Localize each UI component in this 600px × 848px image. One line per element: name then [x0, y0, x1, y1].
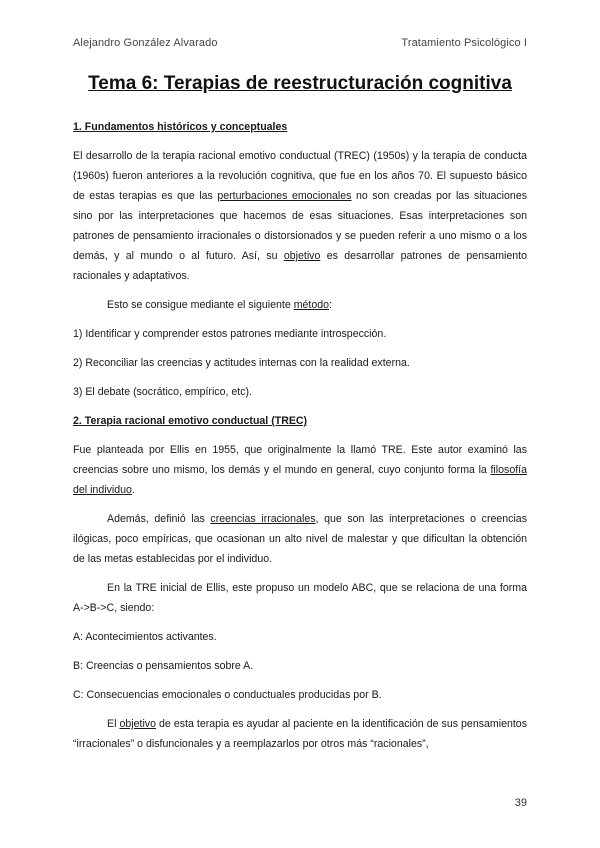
list-item: 1) Identificar y comprender estos patrones mediante introspección.	[73, 328, 387, 340]
section-heading-2: 2. Terapia racional emotivo conductual (TREC)	[73, 415, 308, 427]
text-run: es desarrollar patrones de pensamiento racionales y adaptativos.	[73, 250, 528, 282]
text-run: , que son las interpretaciones o creencias ilógicas, poco empíricas, que ocasionan un alto nivel de malestar y que dificultan la obtención de las metas establecidas por el individuo.	[73, 513, 527, 565]
paragraph-abc-model: En la TRE inicial de Ellis, este propuso un modelo ABC, que se relaciona de una forma A->B->C, siendo:	[73, 582, 527, 614]
paragraph-objetivo	[73, 714, 527, 754]
list-item: A: Acontecimientos activantes.	[73, 631, 217, 643]
text-run: .	[131, 484, 135, 496]
running-header	[73, 37, 527, 49]
underlined-term: método	[293, 299, 330, 311]
header-author: Alejandro González Alvarado	[73, 37, 218, 49]
text-run: Además, definió las	[107, 513, 211, 525]
underlined-term: objetivo	[119, 718, 156, 730]
list-item: C: Consecuencias emocionales o conductuales producidas por B.	[73, 689, 382, 701]
page-title: Tema 6: Terapias de reestructuración cognitiva	[88, 73, 512, 94]
underlined-term: objetivo	[283, 250, 321, 262]
section-heading-1: 1. Fundamentos históricos y conceptuales	[73, 121, 288, 133]
paragraph-ellis	[73, 440, 527, 500]
text-run: no son creadas por las situaciones sino por las interpretaciones que hacemos de esas situaciones. Esas interpretaciones son patrones de pensamiento irracionales o distorsionados y se pueden referir a uno mismo o a los demás, y al mundo o al futuro. Así, su	[73, 190, 528, 262]
paragraph-creencias	[73, 509, 527, 569]
list-item: 3) El debate (socrático, empírico, etc).	[73, 386, 252, 398]
text-run: :	[329, 299, 332, 311]
underlined-term: perturbaciones emocionales	[217, 190, 352, 202]
text-run: Esto se consigue mediante el siguiente	[107, 299, 294, 311]
list-item: 2) Reconciliar las creencias y actitudes internas con la realidad externa.	[73, 357, 410, 369]
underlined-term: creencias irracionales	[210, 513, 316, 525]
document-body	[73, 117, 527, 763]
text-run: El	[107, 718, 120, 730]
page-number: 39	[514, 797, 527, 809]
paragraph-fundamentos	[73, 146, 527, 286]
text-run: de esta terapia es ayudar al paciente en la identificación de sus pensamientos “irracionales” o disfuncionales y a reemplazarlos por otros más “racionales”,	[73, 718, 527, 750]
header-course: Tratamiento Psicológico I	[401, 37, 527, 49]
paragraph-metodo	[73, 295, 527, 315]
text-run: El desarrollo de la terapia racional emotivo conductual (TREC) (1950s) y la terapia de conducta (1960s) fueron anteriores a la revolución cognitiva, que fue en los años 70. El supuesto básico de estas terapias es que las	[73, 150, 527, 202]
list-item: B: Creencias o pensamientos sobre A.	[73, 660, 254, 672]
text-run: Fue planteada por Ellis en 1955, que originalmente la llamó TRE. Este autor examinó las creencias sobre uno mismo, los demás y el mundo en general, cuyo conjunto forma la	[73, 444, 527, 476]
underlined-term: filosofía del individuo	[73, 464, 527, 496]
